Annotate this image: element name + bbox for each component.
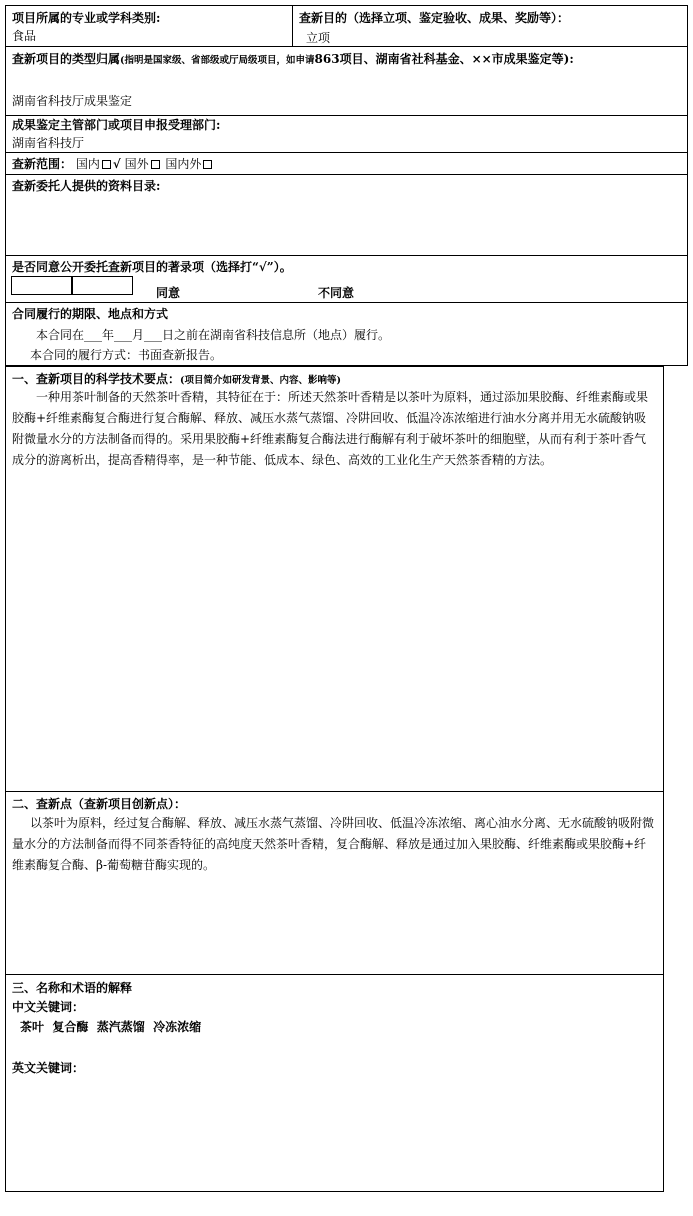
scope-both-label: 国内外 (165, 157, 202, 171)
contract-line2: 本合同的履行方式：书面查新报告。 (30, 348, 223, 362)
purpose-label: 查新目的（选择立项、鉴定验收、成果、奖励等）： (299, 11, 570, 25)
scope-foreign-checkbox[interactable] (151, 160, 160, 169)
cn-keywords-label: 中文关键词： (12, 1000, 85, 1014)
project-type-tail: 863项目、湖南省社科基金、××市成果鉴定等): (314, 52, 574, 66)
category-value: 食品 (12, 29, 37, 43)
materials-label: 查新委托人提供的资料目录: (12, 179, 161, 193)
scope-foreign-label: 国外 (124, 157, 149, 171)
section3-title: 三、名称和术语的解释 (12, 981, 133, 995)
scope-label: 查新范围： (12, 157, 73, 171)
contract-line1: 本合同在___年___月___日之前在湖南省科技信息所（地点）履行。 (36, 328, 391, 342)
project-type-value: 湖南省科技厅成果鉴定 (12, 94, 133, 108)
cn-keywords-value: 茶叶 复合酶 蒸汽蒸馏 冷冻浓缩 (20, 1020, 202, 1034)
section1-title: 一、查新项目的科学技术要点： (12, 372, 181, 386)
project-type-label (12, 50, 680, 70)
category-label: 项目所属的专业或学科类别: (12, 11, 161, 25)
scope-both-checkbox[interactable] (203, 160, 212, 169)
scope-domestic-checkbox[interactable] (102, 160, 111, 169)
project-type-note: (指明是国家级、省部级或厅局级项目，如申请 (120, 55, 315, 66)
section2-body: 以茶叶为原料，经过复合酶解、释放、减压水蒸气蒸馏、冷阱回收、低温冷冻浓缩、离心油水分离、无水硫酸钠吸附微量水分的方法制备而得不同茶香特征的高纯度天然茶叶香精，复合酶解、释放是通过加入果胶酶、纤维素酶或果胶酶+纤维素酶复合酶、β-葡萄糖苷酶实现的。 (12, 816, 655, 872)
en-keywords-label: 英文关键词： (12, 1061, 85, 1075)
contract-title: 合同履行的期限、地点和方式 (12, 307, 169, 321)
section3-cell (5, 974, 664, 1192)
consent-disagree-label: 不同意 (318, 286, 355, 300)
purpose-value: 立项 (306, 31, 331, 45)
section2-title: 二、查新点（查新项目创新点）： (12, 797, 187, 811)
consent-agree-label: 同意 (156, 286, 181, 300)
scope-domestic-label: 国内 (75, 157, 100, 171)
section1-body: 一种用茶叶制备的天然茶叶香精，其特征在于：所述天然茶叶香精是以茶叶为原料，通过添加果胶酶、纤维素酶或果胶酶+纤维素酶复合酶进行复合酶解、释放、减压水蒸气蒸馏、冷阱回收、低温冷冻浓缩进行油水分离并用无水硫酸钠吸附微量水分的方法制备而得的。采用果胶酶+纤维素酶复合酶法进行酶解有利于破坏茶叶的细胞壁，从而有利于茶叶香气成分的游离析出，提高香精得率，是一种节能、低成本、绿色、高效的工业化生产天然茶香精的方法。 (12, 390, 649, 467)
department-label: 成果鉴定主管部门或项目申报受理部门: (12, 118, 221, 132)
consent-disagree-field[interactable] (72, 276, 133, 295)
check-mark-icon: √ (112, 157, 121, 171)
project-type-title: 查新项目的类型归属 (12, 52, 121, 66)
department-value: 湖南省科技厅 (12, 136, 85, 150)
consent-agree-field[interactable] (11, 276, 72, 295)
consent-label: 是否同意公开委托查新项目的著录项（选择打“√”）。 (12, 260, 292, 274)
section1-note: (项目简介如研发背景、内容、影响等) (180, 375, 342, 386)
scope-row (12, 155, 214, 173)
